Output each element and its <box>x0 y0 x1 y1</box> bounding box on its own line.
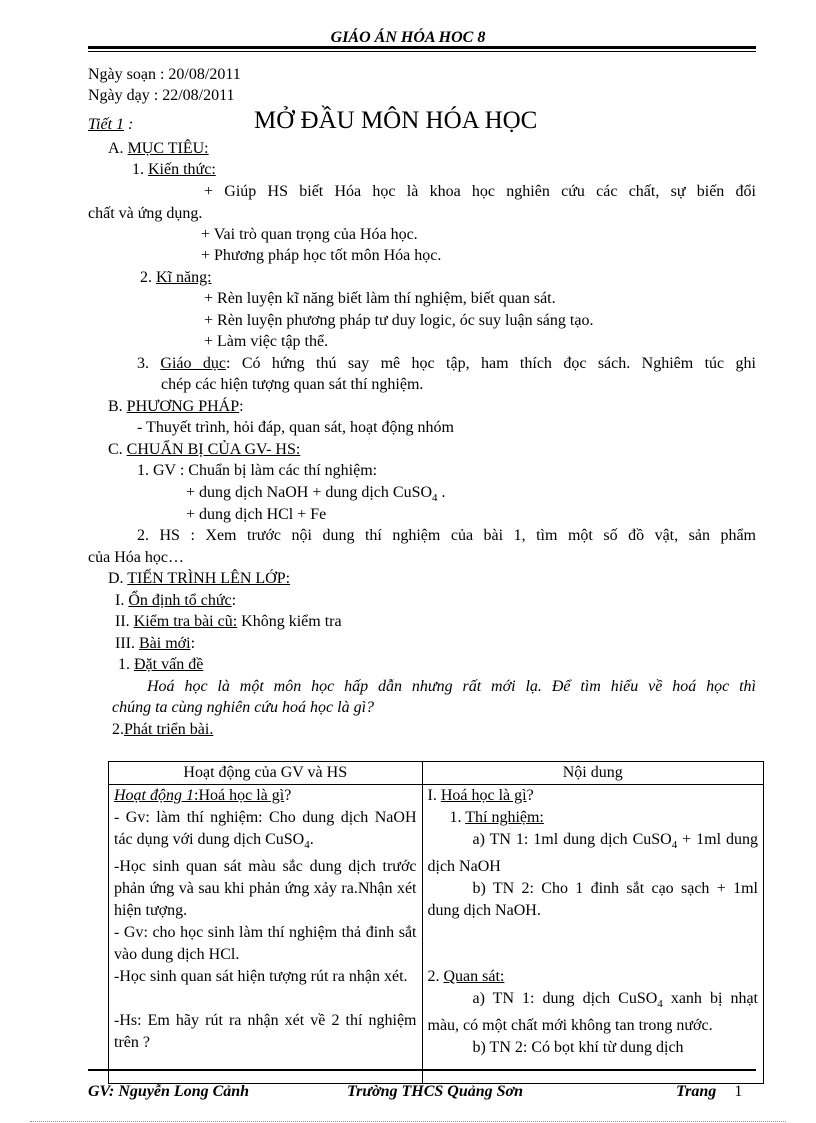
content-a1 <box>428 829 759 878</box>
content-a2-sub: 4 <box>657 998 663 1011</box>
d-s1-line-1: Hoá học là một môn học hấp dẫn nhưng rất mới lạ. Để tìm hiểu về hoá học thì <box>147 678 756 695</box>
section-d-prefix: D. <box>108 570 128 587</box>
activity-p5: -Hs: Em hãy rút ra nhận xét về 2 thí nghiệm trên ? <box>114 1012 417 1052</box>
activity-p4: -Học sinh quan sát hiện tượng rút ra nhận xét. <box>114 968 408 986</box>
education-prefix: 3. <box>137 355 161 372</box>
table-cell-activity <box>109 785 423 1084</box>
footer-page <box>676 1082 742 1102</box>
d-ii-title: Kiểm tra bài cũ: <box>133 613 238 630</box>
content-s1 <box>428 807 759 829</box>
content-b1: b) TN 2: Cho 1 đinh sắt cạo sạch + 1ml dung dịch NaOH. <box>427 880 758 920</box>
document-header-title: GIÁO ÁN HÓA HOC 8 <box>330 29 486 46</box>
prep-date: Ngày soạn : 20/08/2011 <box>88 66 241 83</box>
d-ii-prefix: II. <box>115 613 134 630</box>
d-s1-title: Đặt vấn đề <box>134 656 204 673</box>
header-rule-thick <box>88 46 756 49</box>
activity-p2: -Học sinh quan sát màu sắc dung dịch trước phản ứng và sau khi phản ứng xảy ra.Nhận xét hiện tượng. <box>114 858 417 920</box>
section-c-heading <box>108 440 300 460</box>
footer-rule <box>88 1069 756 1071</box>
skills-line-3: + Làm việc tập thể. <box>204 333 329 350</box>
header-rule-thin <box>88 51 756 52</box>
knowledge-line-1: + Giúp HS biết Hóa học là khoa học nghiên cứu các chất, sự biến đổi <box>204 183 756 200</box>
content-a1-text: a) TN 1: 1ml dung dịch CuSO <box>472 831 672 848</box>
gv-prep-item-1-end: . <box>437 484 446 501</box>
page-edge-dotted <box>30 1121 786 1122</box>
section-d-title: TIẾN TRÌNH LÊN LỚP: <box>127 570 291 587</box>
d-iii-prefix: III. <box>115 635 139 652</box>
footer-teacher: GV: Nguyễn Long Cảnh <box>88 1083 250 1100</box>
skills-prefix: 2. <box>140 269 156 286</box>
footer-page-label: Trang <box>676 1083 717 1100</box>
gv-prep-item-1-sub: 4 <box>432 492 438 505</box>
d-s2-heading <box>112 720 213 740</box>
d-s1-line-2: chúng ta cùng nghiên cứu hoá học là gì? <box>112 699 375 716</box>
activity-1-label: Hoạt động 1 <box>114 787 194 804</box>
section-c-prefix: C. <box>108 441 127 458</box>
method-line: - Thuyết trình, hỏi đáp, quan sát, hoạt động nhóm <box>137 419 454 436</box>
d-s2-prefix: 2. <box>112 721 124 738</box>
hs-prep-line-1: 2. HS : Xem trước nội dung thí nghiệm của bài 1, tìm một số đồ vật, sản phẩm <box>137 527 756 544</box>
d-s1-heading <box>118 655 203 675</box>
d-iii-suffix: : <box>190 635 196 652</box>
education-line-2: chép các hiện tượng quan sát thí nghiệm. <box>161 376 424 393</box>
lesson-label <box>88 115 133 135</box>
activity-1-name: :Hoá học là gì <box>194 787 285 804</box>
activity-p3: - Gv: cho học sinh làm thí nghiệm thả đinh sắt vào dung dịch HCl. <box>114 924 417 964</box>
d-i-suffix: : <box>231 592 237 609</box>
table-header-row <box>109 762 764 785</box>
knowledge-line-3: + Phương pháp học tốt môn Hóa học. <box>201 247 442 264</box>
content-heading-prefix: I. <box>427 787 441 804</box>
content-s1-prefix: 1. <box>449 809 466 826</box>
section-a-heading <box>108 139 209 159</box>
d-i <box>115 591 236 611</box>
activity-p1 <box>114 807 417 856</box>
activity-table <box>108 761 764 1084</box>
footer-school: Trường THCS Quảng Sơn <box>347 1083 523 1100</box>
skills-line-1: + Rèn luyện kĩ năng biết làm thí nghiệm, biết quan sát. <box>204 290 556 307</box>
content-s2 <box>428 966 759 988</box>
teach-date: Ngày dạy : 22/08/2011 <box>88 87 235 104</box>
content-heading <box>428 785 759 807</box>
education-line-1 <box>137 354 756 374</box>
content-heading-title: Hoá học là gì <box>440 787 527 804</box>
d-iii <box>115 634 195 654</box>
activity-1-title <box>114 785 417 807</box>
hs-prep-line-2: của Hóa học… <box>88 549 184 566</box>
section-b-title: PHƯƠNG PHÁP <box>126 398 240 415</box>
content-a2-text: a) TN 1: dung dịch CuSO <box>472 990 658 1008</box>
content-s1-title: Thí nghiệm: <box>465 809 544 826</box>
d-ii-text: Không kiểm tra <box>237 613 342 630</box>
gv-prep-item-1-text: + dung dịch NaOH + dung dịch CuSO <box>186 484 433 501</box>
section-b-prefix: B. <box>108 398 127 415</box>
lesson-title: MỞ ĐẦU MÔN HÓA HỌC <box>254 107 538 134</box>
education-text: : Có hứng thú say mê học tập, ham thích đọc sách. Nghiêm túc ghi <box>226 355 757 372</box>
table-header-content: Nội dung <box>422 762 764 785</box>
content-a1-sub: 4 <box>671 839 678 852</box>
d-i-title: Ổn định tổ chức <box>128 592 232 609</box>
table-header-activity: Hoạt động của GV và HS <box>109 762 423 785</box>
activity-1-end: ? <box>284 787 292 804</box>
d-s1-prefix: 1. <box>118 656 134 673</box>
knowledge-prefix: 1. <box>132 161 148 178</box>
skills-line-2: + Rèn luyện phương pháp tư duy logic, óc suy luận sáng tạo. <box>204 312 594 329</box>
d-ii <box>115 612 342 632</box>
d-i-prefix: I. <box>115 592 129 609</box>
footer-page-number: 1 <box>734 1083 743 1100</box>
table-row <box>109 785 764 1084</box>
content-a2 <box>428 988 759 1037</box>
content-spacer <box>428 922 759 966</box>
knowledge-heading <box>132 160 216 180</box>
section-a-title: MỤC TIÊU: <box>127 140 209 157</box>
content-s2-title: Quan sát: <box>443 968 505 986</box>
content-b2: b) TN 2: Có bọt khí từ dung dịch <box>472 1039 684 1057</box>
gv-prep-item-2: + dung dịch HCl + Fe <box>186 506 327 523</box>
lesson-number: Tiết 1 <box>88 116 125 133</box>
section-d-heading <box>108 569 290 589</box>
activity-p1-sub: 4 <box>304 839 310 852</box>
knowledge-title: Kiến thức: <box>148 161 216 178</box>
activity-spacer <box>114 988 417 1010</box>
gv-prep: 1. GV : Chuẩn bị làm các thí nghiệm: <box>137 462 378 479</box>
knowledge-line-1b: chất và ứng dụng. <box>88 205 203 222</box>
section-a-prefix: A. <box>108 140 128 157</box>
activity-p1-end: . <box>309 831 314 848</box>
content-heading-end: ? <box>526 787 534 804</box>
d-iii-title: Bài mới <box>138 635 191 652</box>
d-s2-title: Phát triển bài. <box>124 721 214 738</box>
education-title: Giáo dục <box>160 355 227 372</box>
content-s2-prefix: 2. <box>427 968 444 986</box>
section-b-heading <box>108 397 244 417</box>
content-a2-end: xanh bị nhạt màu, có một chất mới không tan trong nước. <box>427 990 758 1035</box>
lesson-colon: : <box>124 116 134 133</box>
table-cell-content <box>422 785 764 1084</box>
section-b-suffix: : <box>239 398 244 415</box>
activity-p1-text: - Gv: làm thí nghiệm: Cho dung dịch NaOH tác dụng với dung dịch CuSO <box>114 809 417 848</box>
section-c-title: CHUẨN BỊ CỦA GV- HS: <box>126 441 301 458</box>
knowledge-line-2: + Vai trò quan trọng của Hóa học. <box>201 226 418 243</box>
skills-heading <box>140 268 212 288</box>
content-a1-end: + 1ml dung dịch NaOH <box>427 831 758 876</box>
skills-title: Kĩ năng: <box>156 269 212 286</box>
